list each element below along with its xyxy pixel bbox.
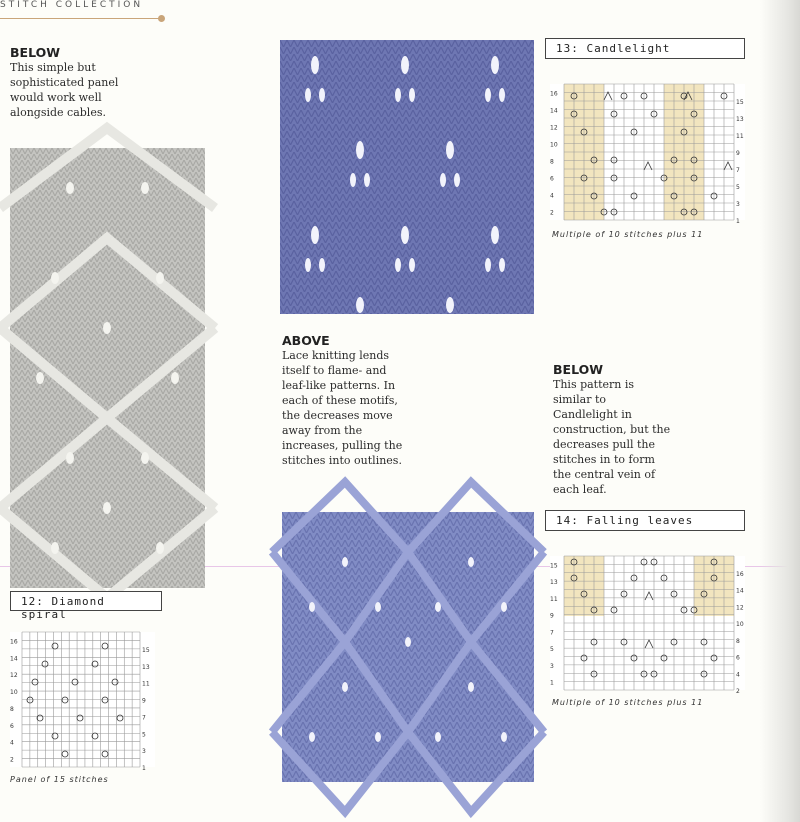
- chart-row-label: 16: [736, 570, 744, 578]
- label-falling-leaves: 14: Falling leaves: [545, 510, 745, 531]
- right-paragraph: [553, 377, 713, 497]
- chart-row-label: 14: [550, 107, 558, 115]
- chart-row-label: 14: [10, 655, 18, 663]
- chart-row-label: 4: [736, 671, 740, 679]
- chart-row-label: 6: [550, 175, 554, 183]
- candlelight-swatch: [280, 40, 534, 314]
- text-line: This simple but: [10, 61, 96, 74]
- label-candlelight: 13: Candlelight: [545, 38, 745, 59]
- chart-row-label: 3: [736, 201, 740, 208]
- chart-row-label: 1: [142, 765, 146, 772]
- chart-row-label: 8: [550, 158, 554, 166]
- chart-row-labels-left: [550, 91, 558, 217]
- chart-row-label: 3: [550, 662, 554, 670]
- chart-row-label: 16: [10, 638, 18, 646]
- header-rule-dot: [158, 15, 165, 22]
- chart-diamond-spiral: [10, 632, 155, 772]
- chart-row-label: 5: [736, 184, 740, 191]
- right-heading: BELOW: [553, 362, 603, 377]
- chart-falling-leaves: [550, 556, 745, 695]
- chart-row-label: 6: [736, 654, 740, 662]
- chart-row-label: 14: [736, 587, 744, 595]
- chart-row-label: 1: [736, 218, 740, 225]
- text-line: construction, but the: [553, 423, 671, 436]
- chart-row-label: 11: [142, 680, 150, 688]
- chart-row-label: 16: [550, 90, 558, 98]
- chart-row-label: 6: [10, 722, 14, 730]
- falling-leaves-swatch: [282, 512, 534, 782]
- book-spine-shadow: [760, 0, 800, 822]
- text-line: decreases pull the: [553, 438, 656, 451]
- chart-row-label: 5: [550, 646, 554, 654]
- chart-row-label: 8: [736, 637, 740, 645]
- chart-row-label: 9: [736, 150, 740, 157]
- chart-row-label: 8: [10, 705, 14, 713]
- diamond-spiral-swatch: [10, 148, 205, 588]
- chart-row-label: 5: [142, 731, 146, 739]
- chart-row-label: 7: [736, 167, 740, 174]
- middle-paragraph: [282, 348, 432, 468]
- chart-row-label: 15: [142, 646, 150, 654]
- chart-row-label: 12: [736, 604, 744, 612]
- text-line: Candlelight in: [553, 408, 632, 421]
- chart-row-label: 13: [550, 579, 558, 587]
- header-rule: [0, 18, 160, 19]
- chart-row-label: 11: [736, 133, 744, 140]
- text-line: sophisticated panel: [10, 76, 119, 89]
- chart-row-label: 10: [10, 689, 18, 697]
- chart-row-label: 4: [10, 739, 14, 747]
- chart-row-label: 10: [550, 141, 558, 149]
- chart-row-label: 4: [550, 192, 554, 200]
- chart-row-label: 7: [142, 714, 146, 722]
- text-line: the decreases move: [282, 409, 393, 422]
- text-line: increases, pulling the: [282, 439, 403, 452]
- chart-row-label: 9: [142, 697, 146, 705]
- chart-row-label: 15: [736, 99, 744, 106]
- text-line: Lace knitting lends: [282, 349, 390, 362]
- chart-row-labels-right: [736, 571, 744, 695]
- chart-row-label: 7: [550, 629, 554, 637]
- text-line: stitches in to form: [553, 453, 655, 466]
- chart-row-labels-left: [550, 562, 558, 686]
- text-line: similar to: [553, 393, 606, 406]
- text-line: the central vein of: [553, 468, 656, 481]
- chart-row-label: 2: [550, 209, 554, 217]
- chart-row-label: 11: [550, 595, 558, 603]
- text-line: away from the: [282, 424, 363, 437]
- text-line: would work well: [10, 91, 102, 104]
- chart-row-label: 10: [736, 621, 744, 628]
- chart-row-label: 9: [550, 612, 554, 620]
- caption-falling-leaves: Multiple of 10 stitches plus 11: [552, 698, 704, 707]
- left-paragraph: [10, 60, 150, 120]
- left-heading: BELOW: [10, 45, 60, 60]
- chart-row-label: 13: [142, 663, 150, 671]
- chart-row-label: 2: [736, 688, 740, 695]
- text-line: each leaf.: [553, 483, 607, 496]
- text-line: alongside cables.: [10, 106, 106, 119]
- caption-diamond-spiral: Panel of 15 stitches: [10, 775, 109, 784]
- text-line: itself to flame- and: [282, 364, 387, 377]
- chart-row-labels-right: [142, 647, 150, 772]
- chart-row-label: 12: [550, 124, 558, 132]
- chart-row-label: 2: [10, 756, 14, 764]
- chart-row-label: 1: [550, 679, 554, 687]
- text-line: This pattern is: [553, 378, 635, 391]
- chart-row-label: 12: [10, 672, 18, 680]
- chart-row-label: 3: [142, 748, 146, 756]
- middle-heading: ABOVE: [282, 333, 330, 348]
- chart-row-labels-right: [736, 99, 744, 225]
- chart-candlelight: [550, 84, 745, 225]
- text-line: stitches into outlines.: [282, 454, 402, 467]
- chart-row-label: 15: [550, 562, 558, 570]
- chart-row-labels-left: [10, 638, 18, 763]
- running-head: STITCH COLLECTION: [0, 0, 144, 10]
- text-line: each of these motifs,: [282, 394, 398, 407]
- caption-candlelight: Multiple of 10 stitches plus 11: [552, 230, 704, 239]
- label-diamond-spiral: 12: Diamond spiral: [10, 591, 162, 611]
- chart-row-label: 13: [736, 116, 744, 123]
- text-line: leaf-like patterns. In: [282, 379, 396, 392]
